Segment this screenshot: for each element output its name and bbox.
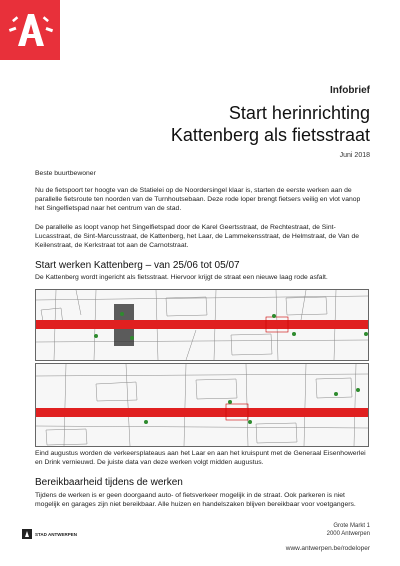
- section2-heading: Bereikbaarheid tijdens de werken: [35, 477, 183, 488]
- document-title: [171, 102, 370, 146]
- map-kattenberg-east: [35, 363, 369, 447]
- stad-antwerpen-icon: [22, 529, 32, 539]
- document-date: Juni 2018: [339, 152, 370, 159]
- title-line-2: Kattenberg als fietsstraat: [170, 125, 370, 145]
- map-kattenberg-west: [35, 289, 369, 361]
- salutation: Beste buurtbewoner: [35, 170, 96, 177]
- title-line-1: Start herinrichting: [228, 103, 370, 123]
- address-block: [327, 522, 370, 538]
- address-line-1: Grote Markt 1: [333, 523, 370, 529]
- section2-text: Tijdens de werken is er geen doorgaand auto- of fietsverkeer mogelijk in de straat. Ook parkeren is niet mogelijk en garages zijn niet bereikbaar. Alle huizen en handelszaken blijven bereikbaar voor voetgangers.: [35, 492, 356, 508]
- route-paragraph: De parallelle as loopt vanop het Singelfietspad door de Karel Geertsstraat, de Rechtestraat, de Sint-Lucasstraat, de Sint-Marcusstraat, de Kattenberg, het Laar, de Lammekensstraat, de Helmstraat, de Van de Keilenstraat, de Kerkstraat tot aan de Carnotstraat.: [35, 224, 360, 249]
- website-link[interactable]: www.antwerpen.be/rodeloper: [285, 545, 370, 552]
- section1-followup: Eind augustus worden de verkeersplateaus aan het Laar en aan het kruispunt met de Generaal Eisenhowerlei en Drink vernieuwd. De juiste data van deze werken volgt midden augustus.: [35, 450, 366, 466]
- stad-antwerpen-footer-logo: [22, 529, 77, 539]
- document-kicker: Infobrief: [330, 85, 370, 96]
- antwerpen-logo: [0, 0, 60, 60]
- address-line-2: 2000 Antwerpen: [326, 531, 370, 537]
- footer-logo-text: STAD ANTWERPEN: [35, 531, 77, 537]
- section1-heading: Start werken Kattenberg – van 25/06 tot 05/07: [35, 260, 240, 271]
- section1-text: De Kattenberg wordt ingericht als fietsstraat. Hiervoor krijgt de straat een nieuwe laag rode asfalt.: [35, 274, 328, 281]
- intro-paragraph: Nu de fietspoort ter hoogte van de Statielei op de Noordersingel klaar is, starten de eerste werken aan de parallelle fietsroute ten noorden van de Turnhoutsebaan. Deze rode loper brengt fietsers veilig en vlot vanop het Singelfietspad naar het centrum van de stad.: [35, 187, 361, 212]
